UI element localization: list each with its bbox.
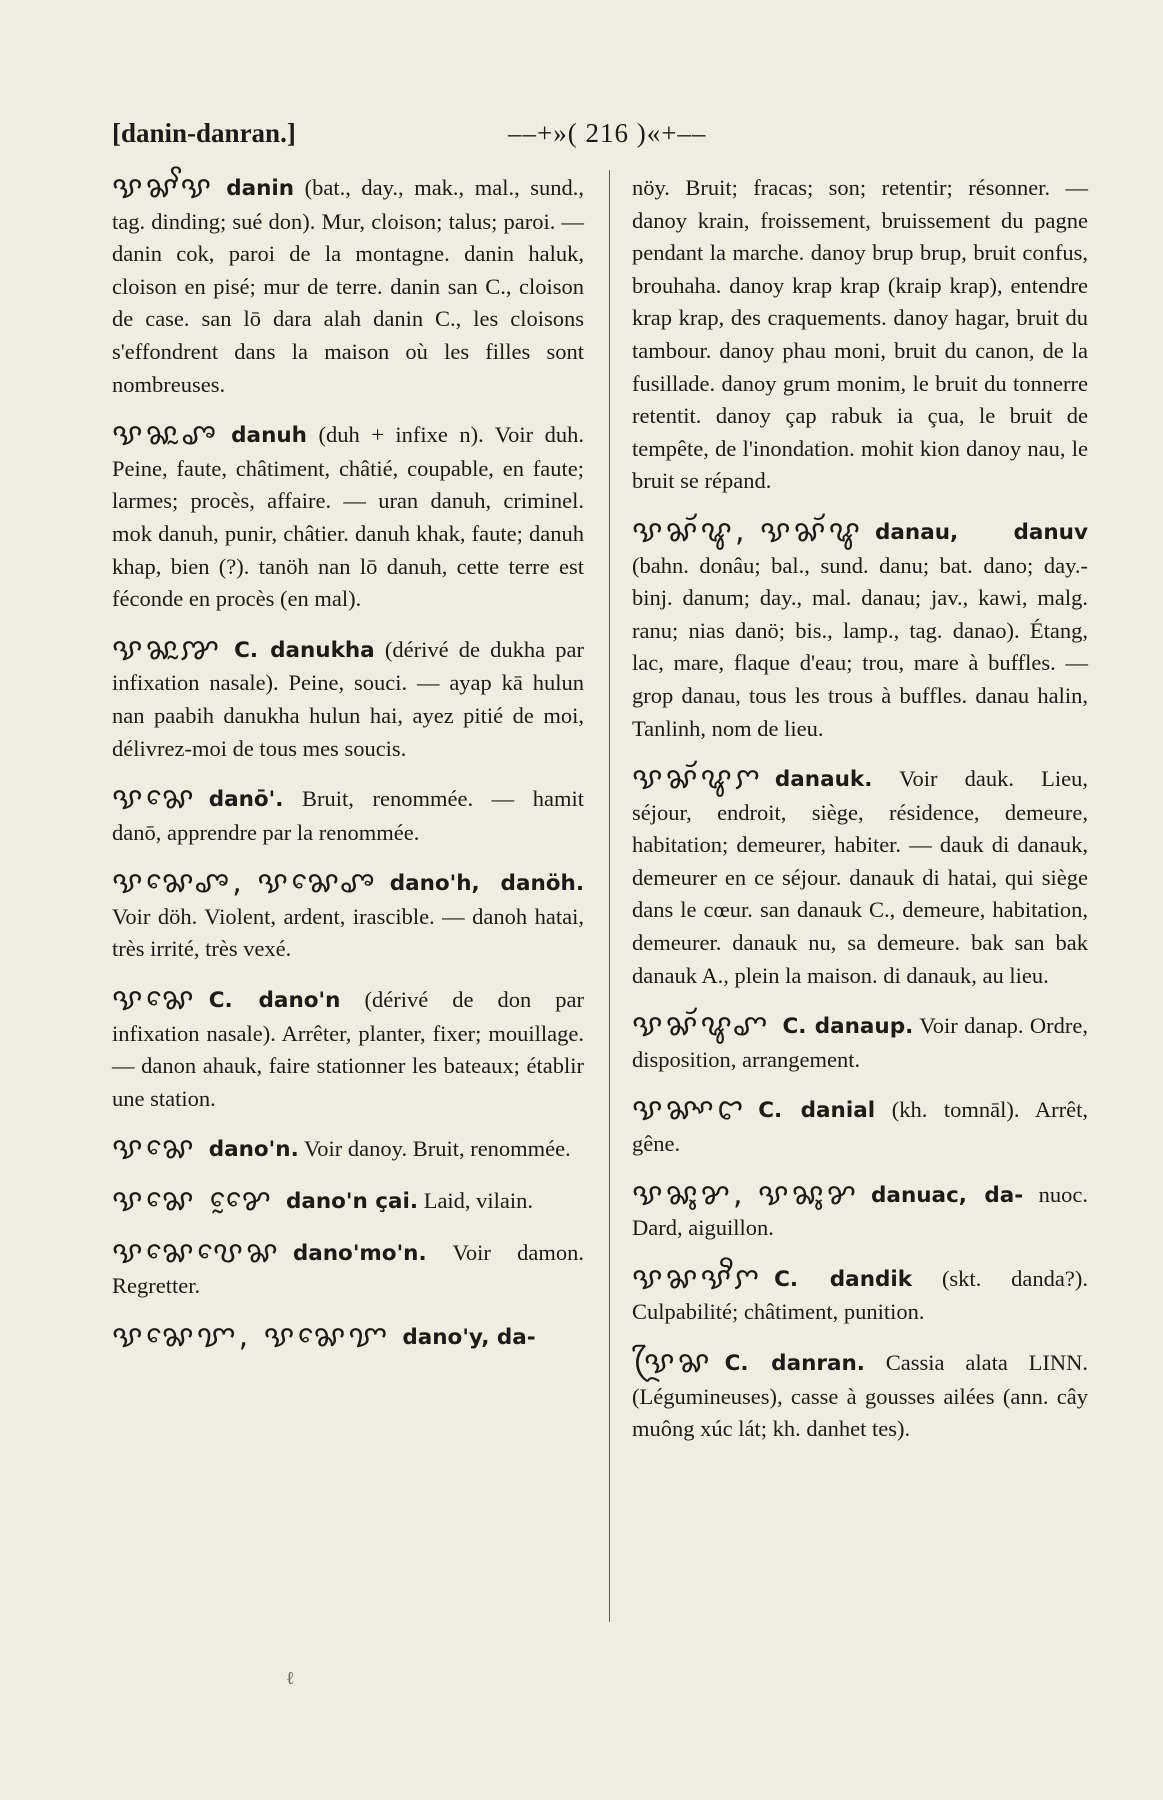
- entry-danon-c: [112, 984, 584, 1115]
- headword: danauk.: [774, 767, 873, 793]
- cham-script: ꨕꨗꨯ: [112, 982, 197, 1018]
- definition: (bat., day., mak., mal., sund., tag. dinding; sué don). Mur, cloison; talus; paroi. — danin cok, paroi de la montagne. danin haluk, cloison en pisé; mur de terre. danin san C., cloison de case. san lō dara alah danin C., les cloisons s'effondrent dans la maison où les filles sont nombreuses.: [112, 175, 585, 397]
- definition: (kh. tomnāl). Arrêt, gêne.: [632, 1097, 1088, 1157]
- cham-script: ꨕꨗꨶꨌ, ꨕꨗꨶꨌ: [632, 1176, 860, 1212]
- definition: Laid, vilain.: [423, 1188, 534, 1214]
- definition: (dérivé de dukha par infixation nasale). Peine, souci. — ayap kā hulun nan paabih danukha hulun hai, ayez pitié de moi, délivrez-moi de tous mes soucis.: [112, 636, 584, 761]
- cham-script: ꨕꨗꨭꨨ: [112, 417, 220, 453]
- bottom-mark: ℓ: [286, 1668, 295, 1688]
- headword: C. danran.: [724, 1351, 865, 1376]
- cham-script: ꨕꨗꨳꨤ: [632, 1092, 747, 1128]
- running-head: [danin-danran.]: [112, 118, 296, 148]
- headword: dano'n çai.: [285, 1189, 419, 1215]
- entry-danau: [632, 513, 1088, 745]
- column-divider: [609, 170, 610, 1622]
- headword: danau, danuv: [875, 519, 1088, 545]
- cham-script: ꨕꨗꨮꨥ, ꨕꨗꨮꨥ: [632, 513, 863, 549]
- entry-danoh: [112, 867, 584, 966]
- headword: dano'h, danöh.: [389, 871, 584, 897]
- cham-script: ꨕꨗꨯꨝꨯꨗ: [112, 1234, 281, 1270]
- cham-script: ꨕꨴꨗ: [632, 1345, 713, 1380]
- entry-danauk: [632, 763, 1088, 992]
- headword: C. danukha: [234, 637, 375, 663]
- headword: C. dandik: [774, 1266, 913, 1292]
- cham-script: ꨕꨗꨭꨇ: [112, 631, 223, 667]
- cham-script: ꨕꨗꨮꨥꨚ: [632, 1008, 771, 1044]
- entry-dandik: [632, 1260, 1089, 1329]
- headword: dano'y, da-: [402, 1324, 536, 1350]
- right-column: [632, 172, 1088, 1464]
- definition: nuoc. Dard, aiguillon.: [632, 1181, 1088, 1241]
- definition: nöy. Bruit; fracas; son; retentir; résonner. — danoy krain, froissement, bruissement du pagne pendant la marche. danoy brup brup, bruit confus, brouhaha. danoy krap krap (kraip krap), entendre krap krap, des craquements. danoy hagar, bruit du tambour. danoy phau moni, bruit du canon, de la fusillade. danoy grum monim, le bruit du tonnerre retentit. danoy çap rabuk ia çua, le bruit de tempête, de l'inondation. mohit kion danoy nau, le bruit se répand.: [632, 175, 1088, 494]
- definition: Voir döh. Violent, ardent, irascible. — danoh hatai, très irrité, très vexé.: [112, 903, 584, 962]
- definition: Cassia alata LINN. (Légumineuses), casse à gousses ailées (ann. cây muông xúc lát; kh. danhet tes).: [632, 1350, 1088, 1442]
- definition: (duh + infixe n). Voir duh. Peine, faute, châtiment, châtié, coupable, en faute; larmes; procès, affaire. — uran danuh, criminel. mok danuh, punir, châtier. danuh khak, faute; danuh khap, bien (?). tanöh nan lō danuh, cette terre est féconde en procès (en mal).: [112, 422, 584, 612]
- headword: danuac, da-: [871, 1182, 1024, 1208]
- cham-script: ꨕꨗꨩꨕ: [112, 170, 215, 205]
- left-column: [112, 172, 584, 1372]
- cham-script: ꨕꨗꨯ ꨌꨯꨰ: [112, 1183, 274, 1219]
- definition: Bruit, renommée. — hamit danō, apprendre par la renommée.: [112, 786, 584, 845]
- definition: Voir damon. Regretter.: [112, 1239, 584, 1299]
- entry-danon-cai: [112, 1185, 584, 1219]
- definition: Voir danoy. Bruit, renommée.: [303, 1136, 571, 1162]
- cham-script: ꨕꨗꨯ: [112, 1131, 197, 1167]
- entry-dano: [112, 783, 584, 849]
- headword: C. danaup.: [782, 1014, 914, 1040]
- definition: Voir dauk. Lieu, séjour, endroit, siège, résidence, demeure, habitation; demeurer, habiter. — dauk di danauk, demeurer en ce séjour. danauk di hatai, qui siège dans le cœur. san danauk C., demeure, habitation, demeurer. danauk nu, sa demeure. bak san bak danauk A., plein la maison. di danauk, au lieu.: [632, 766, 1089, 988]
- headword: danuh: [231, 423, 307, 449]
- cham-script: ꨕꨗꨕꨪꨆ: [632, 1260, 763, 1296]
- headword: dano'n.: [208, 1137, 299, 1163]
- headword: danin: [226, 176, 295, 201]
- entry-danuh: [112, 419, 584, 616]
- entry-danial: [632, 1094, 1088, 1160]
- page-number: ––+»( 216 )«+––: [508, 118, 707, 148]
- entry-danukha: [112, 631, 584, 765]
- definition: (dérivé de don par infixation nasale). Arrêter, planter, fixer; mouillage. — danon ahauk, faire stationner les bateaux; établir une station.: [112, 987, 585, 1111]
- entry-danoy: [112, 1318, 584, 1355]
- entry-danomon: [112, 1234, 584, 1303]
- definition: Voir danap. Ordre, disposition, arrangement.: [632, 1013, 1088, 1072]
- cham-script: ꨕꨗꨮꨥꨆ: [632, 761, 763, 797]
- entry-danuac: [632, 1176, 1088, 1245]
- headword: danō'.: [208, 787, 284, 813]
- headword: C. danial: [758, 1098, 876, 1124]
- definition: (skt. danda?). Culpabilité; châtiment, punition.: [632, 1265, 1089, 1325]
- entry-danaup: [632, 1010, 1088, 1076]
- headword: dano'mo'n.: [292, 1240, 427, 1266]
- entry-danran: [632, 1347, 1088, 1446]
- cham-script: ꨕꨗꨯꨨ, ꨕꨗꨯꨨ: [112, 865, 378, 901]
- cham-script: ꨕꨗꨯꨢ, ꨕꨗꨯꨢ: [112, 1318, 391, 1354]
- headword: C. dano'n: [208, 988, 341, 1014]
- cham-script: ꨕꨗꨯ: [112, 781, 197, 817]
- entry-danin: [112, 172, 584, 401]
- definition: (bahn. donâu; bal., sund. danu; bat. dano; day.-binj. danum; day., mal. danau; jav., kawi, malg. ranu; nias danö; bis., lamp., tag. danao). Étang, lac, mare, flaque d'eau; trou, mare à buffles. — grop danau, tous les trous à buffles. danau halin, Tanlinh, nom de lieu.: [632, 552, 1088, 741]
- entry-danoy-cont: [632, 172, 1088, 498]
- entry-danon: [112, 1133, 584, 1167]
